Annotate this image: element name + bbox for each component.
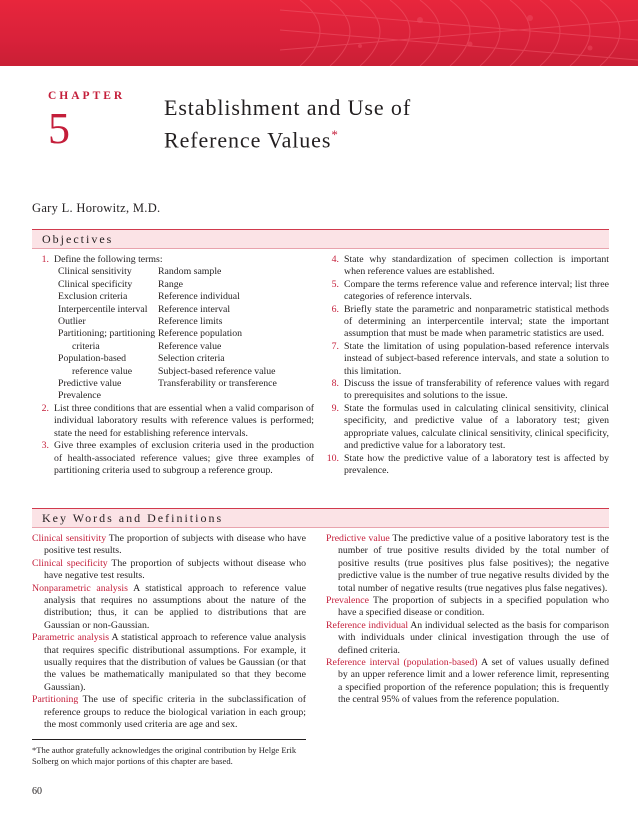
objective-number: 3. — [41, 440, 49, 452]
term-cell: Random sample — [158, 266, 222, 278]
objective-item — [322, 254, 609, 279]
objective-text: Define the following terms: — [54, 254, 163, 265]
objective-item — [322, 304, 609, 341]
terms-row — [58, 378, 277, 390]
objective-item — [32, 254, 314, 266]
objective-item — [322, 341, 609, 378]
keyword-definition: The predictive value of a positive laboratory test is the number of true positive results divided by the total number of positive results (true positives plus false positives); the negative predictive value is the number of true negative results divided by the total number of negative results (true negatives plus false negatives). — [338, 533, 609, 594]
footnote-marker: * — [331, 127, 339, 142]
term-cell: Population-based — [58, 353, 127, 365]
objective-number: 6. — [331, 303, 339, 315]
keyword-definition: The proportion of subjects without disease who have negative test results. — [44, 557, 306, 582]
keyword-definition: The proportion of subjects in a specified population who have a specified disease or condition. — [338, 595, 610, 619]
term-cell: Range — [158, 278, 184, 290]
objective-text: Give three examples of exclusion criteria used in the production of health-associated reference values; give three examples of partitioning criteria used to subgroup a reference group. — [54, 440, 314, 476]
chapter-label: CHAPTER — [48, 90, 126, 102]
terms-row — [58, 316, 277, 328]
chapter-title-line2 — [164, 121, 411, 153]
term-cell: Reference limits — [158, 316, 223, 328]
objective-item — [322, 403, 609, 453]
objective-text: State the limitation of using population-based reference intervals instead of subject-based reference intervals, and state a solution to this limitation. — [344, 340, 609, 377]
chapter-title-line1: Establishment and Use of — [164, 95, 412, 120]
objective-item — [322, 378, 609, 403]
keywords-heading: Key Words and Definitions — [42, 511, 224, 525]
objective-text: Compare the terms reference value and reference interval; list three categories of reference intervals. — [344, 278, 609, 303]
chapter-title-line2-text: Reference Values — [164, 127, 332, 153]
chapter-number: 5 — [48, 104, 70, 153]
terms-row — [58, 328, 277, 340]
keyword-entry — [32, 694, 306, 731]
keyword-term: Nonparametric analysis — [32, 582, 128, 594]
keyword-definition: A set of values usually defined by an upper reference limit and a lower reference limit, representing a specified proportion of the reference population; this is frequently the central 95% of values from the reference population. — [338, 657, 609, 706]
term-cell: criteria — [72, 340, 100, 352]
terms-row — [58, 390, 277, 402]
objectives-right-column — [322, 254, 609, 477]
footnote: *The author gratefully acknowledges the original contribution by Helge Erik Solberg on which major portions of this chapter are based. — [32, 745, 297, 766]
term-cell: Clinical sensitivity — [58, 266, 132, 278]
keyword-entry — [326, 533, 609, 595]
keyword-entry — [326, 620, 609, 657]
chapter-title — [164, 94, 411, 153]
footnote-divider — [32, 739, 306, 740]
term-cell: Interpercentile interval — [58, 303, 148, 315]
term-cell: Reference value — [158, 340, 222, 352]
objectives-heading-bar — [32, 229, 609, 249]
objective-number: 9. — [331, 402, 339, 414]
keyword-term: Partitioning — [32, 694, 79, 706]
keyword-definition: An individual selected as the basis for comparison with individuals under clinical investigation through the use of defined criteria. — [338, 619, 609, 656]
objective-text: State how the predictive value of a laboratory test is affected by prevalence. — [344, 452, 609, 476]
header-banner — [0, 0, 638, 66]
objectives-heading: Objectives — [42, 232, 114, 246]
terms-row — [58, 341, 277, 353]
banner-pattern-graphic — [0, 0, 638, 66]
term-cell: Outlier — [58, 316, 86, 328]
term-cell: Reference population — [158, 328, 243, 340]
keyword-entry — [32, 533, 306, 558]
term-cell: Subject-based reference value — [158, 365, 276, 377]
terms-row — [58, 266, 277, 278]
objective-number: 2. — [41, 402, 49, 414]
terms-row — [58, 353, 277, 365]
objective-number: 8. — [331, 378, 339, 390]
term-cell: Predictive value — [58, 378, 122, 390]
term-cell: Clinical specificity — [58, 278, 133, 290]
term-cell: Partitioning; partitioning — [58, 328, 156, 340]
keyword-entry — [32, 558, 306, 583]
keyword-entry — [326, 657, 609, 707]
keyword-definition: The proportion of subjects with disease who have positive test results. — [44, 533, 306, 557]
keywords-right-column — [326, 533, 609, 707]
keyword-term: Clinical sensitivity — [32, 533, 107, 544]
keyword-term: Reference individual — [326, 619, 409, 631]
keywords-left-column — [32, 533, 306, 732]
objective-text: State the formulas used in calculating clinical sensitivity, clinical specificity, and predictive value of a laboratory test; given appropriate values, calculate clinical sensitivity, clinical specificity, and predictive value for a laboratory test. — [344, 402, 609, 452]
objective-number: 7. — [331, 340, 339, 352]
terms-row — [58, 291, 277, 303]
objective-number: 10. — [326, 452, 339, 464]
keyword-definition: The use of specific criteria in the subclassification of reference groups to reduce the biological variation in each group; the most commonly used criteria are age and sex. — [44, 694, 306, 731]
keyword-entry — [32, 632, 306, 694]
keyword-term: Prevalence — [326, 595, 369, 607]
keyword-entry — [326, 595, 609, 620]
term-cell: Reference individual — [158, 291, 240, 303]
keyword-definition: A statistical approach to reference value analysis that requires no assumptions about the nature of the distribution; thus, it can be applied to distributions that are Gaussian or non-Gaussian. — [44, 582, 306, 631]
keywords-heading-bar — [32, 508, 609, 528]
objective-number: 5. — [331, 278, 339, 290]
objective-text: List three conditions that are essential when a valid comparison of individual laboratory results with reference values is performed; state the need for establishing reference intervals. — [54, 402, 314, 439]
term-cell: Exclusion criteria — [58, 291, 128, 303]
term-cell — [158, 390, 277, 402]
objective-item — [322, 279, 609, 304]
page-number: 60 — [32, 786, 42, 797]
keyword-term: Clinical specificity — [32, 557, 108, 569]
terms-table — [58, 266, 277, 402]
objective-item — [32, 440, 314, 477]
terms-row — [58, 366, 277, 378]
keyword-entry — [32, 583, 306, 633]
term-cell: Transferability or transference — [158, 378, 277, 390]
objectives-left-column — [32, 254, 314, 477]
objective-text: State why standardization of specimen collection is important when reference values are established. — [344, 254, 609, 278]
objective-item — [322, 453, 609, 478]
keyword-term: Reference interval (population-based) — [326, 657, 478, 669]
term-cell: Reference interval — [158, 303, 231, 315]
term-cell: Selection criteria — [158, 353, 225, 365]
objective-number: 4. — [331, 254, 339, 265]
terms-row — [58, 279, 277, 291]
keyword-term: Predictive value — [326, 533, 390, 544]
keyword-term: Parametric analysis — [32, 632, 110, 644]
term-cell: Prevalence — [58, 390, 101, 402]
objective-text: Discuss the issue of transferability of reference values with regard to prerequisites and solutions to the issue. — [344, 378, 609, 402]
author-name: Gary L. Horowitz, M.D. — [32, 201, 161, 215]
objective-text: Briefly state the parametric and nonparametric statistical methods of determining an interpercentile interval; state the important assumption that must be made when parametric statistics are used. — [344, 303, 609, 340]
term-cell: reference value — [72, 365, 133, 377]
keyword-definition: A statistical approach to reference value analysis that requires specific distributional assumptions. For example, it usually requires that the distribution of values be Gaussian (or that the values be mathematically manipulated so that they become Gaussian). — [44, 632, 306, 693]
objective-number: 1. — [41, 254, 49, 265]
objective-item — [32, 403, 314, 440]
terms-row — [58, 304, 277, 316]
